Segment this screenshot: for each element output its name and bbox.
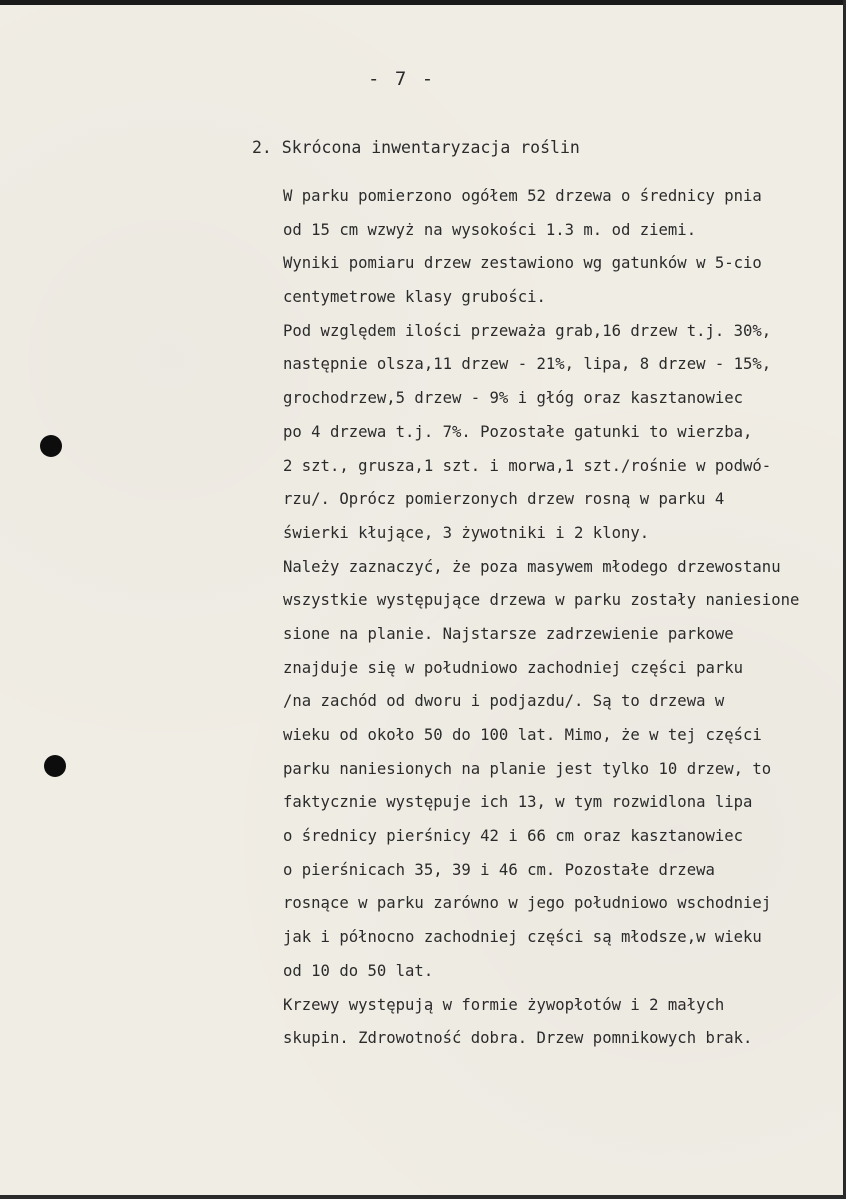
text-line: sione na planie. Najstarsze zadrzewienie parkowe (283, 624, 734, 643)
body-text (283, 180, 828, 1056)
text-line: grochodrzew,5 drzew - 9% i głóg oraz kasztanowiec (283, 389, 744, 408)
text-line: faktycznie występuje ich 13, w tym rozwidlona lipa (283, 793, 753, 812)
text-line: o pierśnicach 35, 39 i 46 cm. Pozostałe drzewa (283, 860, 715, 879)
text-line: Wyniki pomiaru drzew zestawiono wg gatunków w 5-cio (283, 254, 762, 273)
text-line: skupin. Zdrowotność dobra. Drzew pomnikowych brak. (283, 1029, 753, 1048)
text-line: rzu/. Oprócz pomierzonych drzew rosną w parku 4 (283, 490, 725, 509)
punch-hole-upper (40, 435, 62, 457)
text-line: 2 szt., grusza,1 szt. i morwa,1 szt./rośnie w podwó- (283, 456, 772, 475)
text-line: centymetrowe klasy grubości. (283, 288, 546, 307)
text-line: świerki kłujące, 3 żywotniki i 2 klony. (283, 523, 650, 542)
text-line: W parku pomierzono ogółem 52 drzewa o średnicy pnia (283, 187, 762, 205)
text-line: wieku od około 50 do 100 lat. Mimo, że w tej części (283, 726, 762, 744)
text-line: Należy zaznaczyć, że poza masywem młodego drzewostanu (283, 557, 781, 576)
punch-hole-lower (44, 755, 66, 777)
text-line: od 15 cm wzwyż na wysokości 1.3 m. od ziemi. (283, 220, 697, 239)
text-line: /na zachód od dworu i podjazdu/. Są to drzewa w (283, 692, 725, 711)
scan-edge-bottom (0, 1195, 846, 1199)
text-line: parku naniesionych na planie jest tylko 10 drzew, to (283, 759, 772, 778)
text-line: po 4 drzewa t.j. 7%. Pozostałe gatunki to wierzba, (283, 422, 753, 441)
text-line: od 10 do 50 lat. (283, 961, 434, 980)
text-line: znajduje się w południowo zachodniej części parku (283, 658, 744, 677)
text-line: następnie olsza,11 drzew - 21%, lipa, 8 drzew - 15%, (283, 355, 772, 374)
text-line: rosnące w parku zarówno w jego południowo wschodniej (283, 894, 772, 913)
text-line: Krzewy występują w formie żywopłotów i 2 małych (283, 995, 725, 1014)
page-number: - 7 - (368, 68, 436, 90)
text-line: wszystkie występujące drzewa w parku zostały naniesione (283, 591, 800, 610)
section-heading: 2. Skrócona inwentaryzacja roślin (252, 138, 580, 157)
text-line: o średnicy pierśnicy 42 i 66 cm oraz kasztanowiec (283, 827, 744, 846)
scan-edge-top (0, 0, 846, 5)
text-line: Pod względem ilości przeważa grab,16 drzew t.j. 30%, (283, 321, 772, 340)
text-line: jak i północno zachodniej części są młodsze,w wieku (283, 928, 762, 947)
